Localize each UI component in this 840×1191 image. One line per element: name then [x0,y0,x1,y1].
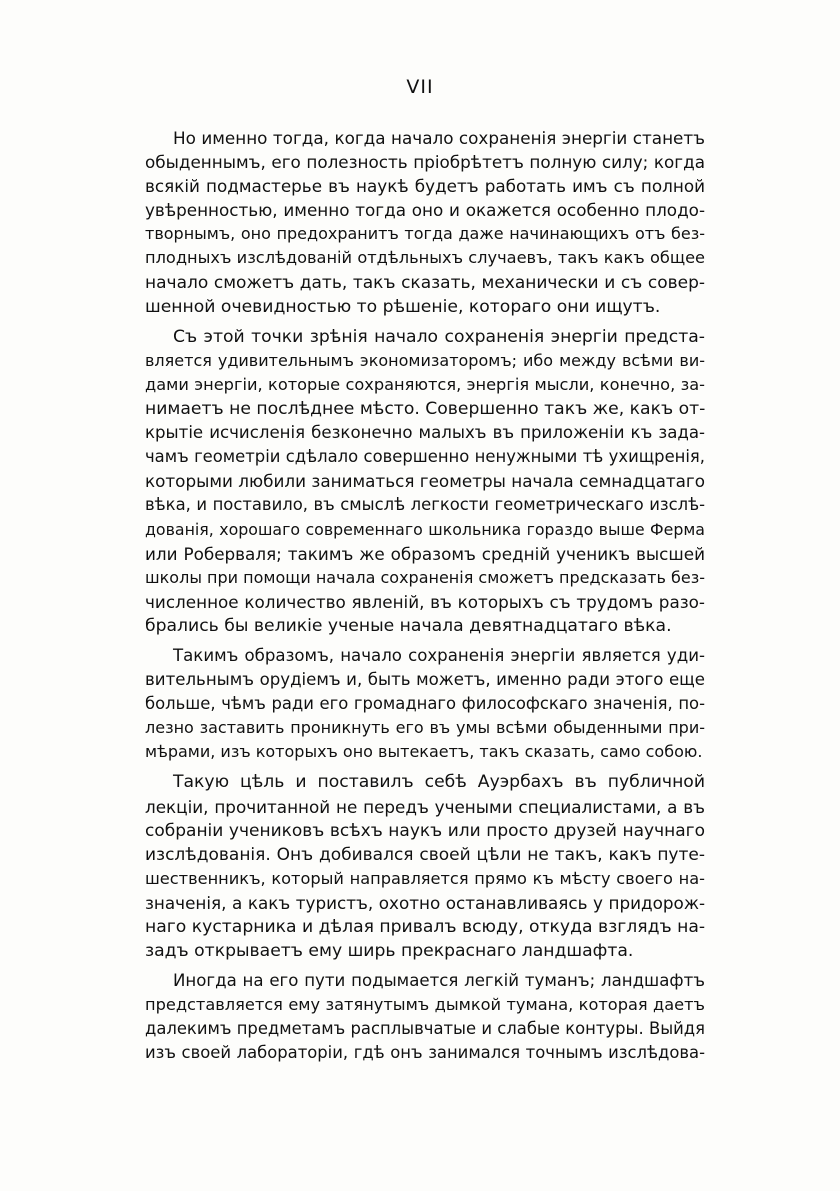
text-line: шенной очевидностью то рѣшеніе, котораго они ищутъ. [145,296,661,317]
text-line: крытіе исчисленія безконечно малыхъ въ приложеніи къ зада- [145,423,705,443]
text-line: увѣренностью, именно тогда оно и окажется особенно плодо- [145,200,705,221]
text-line: Съ этой точки зрѣнія начало сохраненія энергіи предста- [173,326,705,347]
text-line: мѣрами, изъ которыхъ оно вытекаетъ, такъ сказать, само собою. [145,742,703,762]
paragraph [145,644,705,764]
text-line: далекимъ предметамъ расплывчатые и слабые контуры. Выйдя [145,1019,705,1039]
text-line: наго кустарника и дѣлая привалъ всюду, откуда взглядъ на- [145,917,706,937]
text-line: изъ своей лабораторіи, гдѣ онъ занимался точнымъ изслѣдова- [145,1043,705,1063]
text-line: лезно заставить проникнуть его въ умы всѣми обыденными при- [145,718,705,738]
text-line: всякій подмастерье въ наукѣ будетъ работать имъ съ полной [145,176,705,197]
text-line: численное количество явленій, въ которыхъ съ трудомъ разо- [145,591,705,612]
text-line: вляется удивительнымъ экономизаторомъ; ибо между всѣми ви- [145,350,705,370]
text-line: нимаетъ не послѣднее мѣсто. Совершенно такъ же, какъ от- [145,399,706,420]
text-line: брались бы великіе ученые начала девятнадцатаго вѣка. [145,615,672,636]
text-line: вѣка, и поставило, въ смыслѣ легкости геометрическаго изслѣ- [145,495,705,515]
text-line: лекціи, прочитанной не передъ учеными специалистами, а въ [145,796,705,817]
text-line: Такую цѣль и поставилъ себѣ Ауэрбахъ въ публичной [173,772,705,793]
text-line: вительнымъ орудіемъ и, быть можетъ, именно ради этого еще [145,670,705,690]
text-line: собраніи учениковъ всѣхъ наукъ или просто друзей научнаго [145,820,705,841]
text-line: дованія, хорошаго современнаго школьника гораздо выше Ферма [145,519,705,539]
text-line: задъ открываетъ ему ширь прекраснаго ландшафта. [145,941,634,962]
text-line: обыденнымъ, его полезность пріобрѣтетъ полную силу; когда [145,152,705,173]
text-line: начало сможетъ дать, такъ сказать, механически и съ совер- [145,272,705,293]
text-line: дами энергіи, которые сохраняются, энергія мысли, конечно, за- [145,374,705,394]
text-line: или Роберваля; такимъ же образомъ средній ученикъ высшей [145,543,705,564]
text-line: Иногда на его пути подымается легкій туманъ; ландшафтъ [173,971,705,991]
text-line: которыми любили заниматься геометры начала семнадцатаго [145,471,705,492]
text-line: творнымъ, оно предохранитъ тогда даже начинающихъ отъ без- [145,224,705,244]
page-number: VII [406,76,434,98]
text-line: Такимъ образомъ, начало сохраненія энергіи является уди- [173,645,705,665]
text-line: плодныхъ изслѣдованій отдѣльныхъ случаевъ, такъ какъ общее [145,248,705,268]
text-line: шественникъ, который направляется прямо къ мѣсту своего на- [145,868,705,888]
paragraph [145,126,705,319]
text-line: Но именно тогда, когда начало сохраненія энергіи станетъ [173,128,705,148]
text-line: больше, чѣмъ ради его громаднаго философскаго значенія, по- [145,694,705,714]
text-line: изслѣдованія. Онъ добивался своей цѣли не такъ, какъ путе- [145,844,705,865]
text-line: представляется ему затянутымъ дымкой тумана, которая даетъ [145,995,705,1015]
text-line: чамъ геометріи сдѣлало совершенно ненужными тѣ ухищренія, [145,447,705,467]
paragraph [145,770,705,963]
paragraph [145,969,705,1065]
paragraph [145,325,705,638]
text-line: школы при помощи начала сохраненія сможетъ предсказать без- [145,567,705,587]
body-text [145,126,705,1072]
text-line: значенія, а какъ туристъ, охотно останавливаясь у придорож- [145,892,705,913]
